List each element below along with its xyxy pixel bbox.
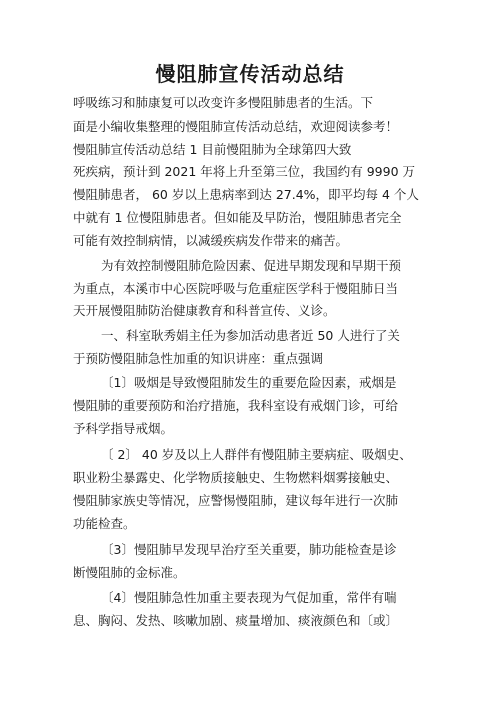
text-line: 慢阻肺家族史等情况，应警惕慢阻肺，建议每年进行一次肺 (73, 493, 399, 508)
text-line: 一、科室耿秀娟主任为参加活动患者近 50 人进行了关 (101, 328, 400, 343)
text-line: 慢阻肺的重要预防和治疗措施，我科室设有戒烟门诊，可给 (73, 398, 399, 413)
text-line: 为重点，本溪市中心医院呼吸与危重症医学科于慢阻肺日当 (73, 281, 399, 296)
text-line: 息、胸闷、发热、咳嗽加剧、痰量增加、痰液颜色和〔或〕 (73, 613, 399, 628)
text-line: 慢阻肺患者， 60 岁以上患病率到达 27.4%，即平均每 4 个人 (73, 187, 419, 202)
text-line: 于预防慢阻肺急性加重的知识讲座：重点强调 (73, 351, 324, 366)
text-line: 面是小编收集整理的慢阻肺宣传活动总结，欢迎阅读参考！ (73, 119, 399, 134)
text-line: 断慢阻肺的金标准。 (73, 565, 186, 580)
text-line: 天开展慢阻肺防治健康教育和科普宣传、义诊。 (73, 303, 336, 318)
text-line: 死疾病，预计到 2021 年将上升至第三位，我国约有 9990 万 (73, 164, 416, 179)
text-line: 可能有效控制病情，以减缓疾病发作带来的痛苦。 (73, 233, 349, 248)
text-line: 功能检查。 (73, 516, 136, 531)
text-line: 中就有 1 位慢阻肺患者。但如能及早防治，慢阻肺患者完全 (73, 210, 402, 225)
text-line: 〔3〕慢阻肺早发现早治疗至关重要，肺功能检查是诊 (101, 542, 397, 557)
text-line: 为有效控制慢阻肺危险因素、促进早期发现和早期干预 (101, 258, 402, 273)
text-line: 慢阻肺宣传活动总结 1 目前慢阻肺为全球第四大致 (73, 142, 352, 157)
text-line: 呼吸练习和肺康复可以改变许多慢阻肺患者的生活。下 (73, 95, 374, 110)
text-line: 〔1〕吸烟是导致慢阻肺发生的重要危险因素，戒烟是 (101, 375, 397, 390)
page-title: 慢阻肺宣传活动总结 (155, 62, 345, 86)
text-line: 职业粉尘暴露史、化学物质接触史、生物燃料烟雾接触史、 (73, 470, 399, 485)
text-line: 〔4〕慢阻肺急性加重主要表现为气促加重，常伴有喘 (101, 590, 397, 605)
text-line: 〔 2〕 40 岁及以上人群伴有慢阻肺主要病症、吸烟史、 (101, 447, 412, 462)
text-line: 予科学指导戒烟。 (73, 421, 174, 436)
